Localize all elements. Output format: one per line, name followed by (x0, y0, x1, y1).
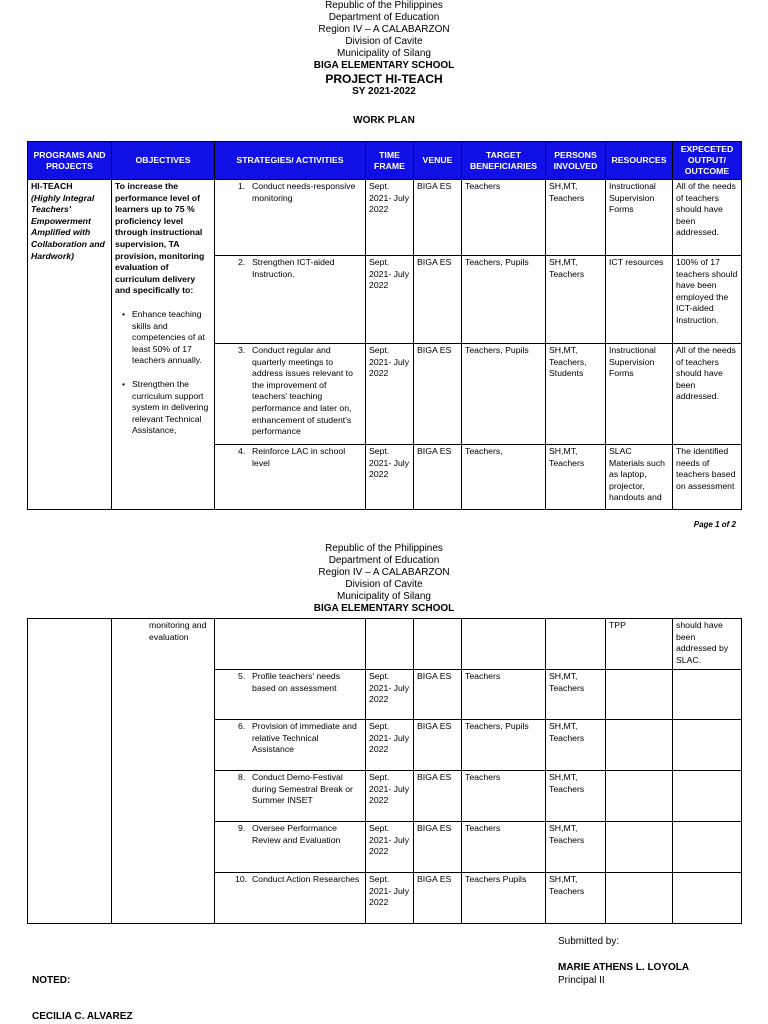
target-cell: Teachers, Pupils (462, 256, 546, 344)
header-department: Department of Education (328, 555, 440, 566)
time-frame-cell: Sept. 2021- July 2022 (366, 256, 414, 344)
time-frame-cell: Sept. 2021- July 2022 (366, 344, 414, 445)
venue-cell: BIGA ES (414, 822, 462, 873)
activity-cell (215, 771, 366, 822)
resources-cell (606, 822, 673, 873)
venue-cell: BIGA ES (414, 873, 462, 924)
time-frame-cell (366, 619, 414, 670)
activity-cell (215, 873, 366, 924)
target-cell: Teachers Pupils (462, 873, 546, 924)
activity-text: Profile teachers' needs based on assessment (252, 671, 341, 693)
venue-cell: BIGA ES (414, 771, 462, 822)
outcome-cell: The identified needs of teachers based on assessment (673, 445, 742, 510)
col-programs: PROGRAMS AND PROJECTS (28, 142, 112, 180)
persons-cell (546, 619, 606, 670)
header-region: Region IV – A CALABARZON (318, 567, 450, 578)
venue-cell: BIGA ES (414, 344, 462, 445)
noted-label: NOTED: (32, 975, 71, 986)
time-frame-cell: Sept. 2021- July 2022 (366, 822, 414, 873)
activity-cell (215, 670, 366, 720)
table-row (28, 180, 742, 256)
resources-cell (606, 670, 673, 720)
col-venue: VENUE (414, 142, 462, 180)
target-cell: Teachers, (462, 445, 546, 510)
target-cell: Teachers (462, 670, 546, 720)
header-municipality: Municipality of Silang (337, 48, 431, 59)
outcome-cell (673, 720, 742, 771)
venue-cell: BIGA ES (414, 256, 462, 344)
col-outcome: EXPECETED OUTPUT/ OUTCOME (673, 142, 742, 180)
objective-bullet-2-text: Strengthen the curriculum support system in delivering relevant Technical Assistance, (132, 378, 209, 436)
page2-header (0, 543, 768, 615)
persons-cell: SH,MT, Teachers (546, 771, 606, 822)
program-description: (Highly Integral Teachers' Empowerment Amplified with Collaboration and Hardwork) (31, 192, 105, 261)
page-number: Page 1 of 2 (693, 520, 736, 529)
persons-cell: SH,MT, Teachers (546, 873, 606, 924)
persons-cell: SH,MT, Teachers, Students (546, 344, 606, 445)
resources-cell: SLAC Materials such as laptop, projector, handouts and (606, 445, 673, 510)
venue-cell: BIGA ES (414, 445, 462, 510)
activity-cell (215, 720, 366, 771)
resources-cell: TPP (606, 619, 673, 670)
page1-header (0, 0, 768, 98)
outcome-cell (673, 670, 742, 720)
objective-bullet-2: • Strengthen the curriculum support system in delivering relevant Technical Assistance, (122, 378, 209, 436)
persons-cell: SH,MT, Teachers (546, 822, 606, 873)
time-frame-cell: Sept. 2021- July 2022 (366, 180, 414, 256)
activity-text: Strengthen ICT-aided Instruction. (252, 257, 335, 279)
header-division: Division of Cavite (345, 36, 423, 47)
objective-bullet-1-text: Enhance teaching skills and competencies of at least 50% of 17 teachers annually. (132, 308, 205, 366)
program-title: HI-TEACH (31, 181, 73, 191)
venue-cell: BIGA ES (414, 670, 462, 720)
persons-cell: SH,MT, Teachers (546, 445, 606, 510)
header-republic: Republic of the Philippines (325, 543, 443, 554)
outcome-cell (673, 873, 742, 924)
activity-cell (215, 445, 366, 510)
target-cell: Teachers, Pupils (462, 344, 546, 445)
activity-number: 1. (238, 181, 246, 191)
time-frame-cell: Sept. 2021- July 2022 (366, 720, 414, 771)
activity-cell (215, 822, 366, 873)
resources-cell (606, 720, 673, 771)
objective-bullet-1: • Enhance teaching skills and competencies of at least 50% of 17 teachers annually. (122, 308, 205, 366)
work-plan-title: WORK PLAN (353, 115, 415, 126)
activity-cell (215, 344, 366, 445)
resources-cell: ICT resources (606, 256, 673, 344)
signer-name: MARIE ATHENS L. LOYOLA (558, 962, 690, 973)
resources-cell (606, 873, 673, 924)
objective-main: To increase the performance level of learners up to 75 % proficiency level through instructional supervision, TA provision, monitoring evaluation of curriculum delivery and specifically to: (115, 181, 205, 296)
col-objectives: OBJECTIVES (112, 142, 215, 180)
outcome-cell: 100% of 17 teachers should have been employed the ICT-aided Instruction. (673, 256, 742, 344)
outcome-cell: All of the needs of teachers should have been addressed. (673, 344, 742, 445)
signer-title: Principal II (558, 975, 605, 986)
header-project: PROJECT HI-TEACH (325, 72, 443, 86)
header-republic: Republic of the Philippines (325, 0, 443, 11)
col-resources: RESOURCES (606, 142, 673, 180)
outcome-cell: All of the needs of teachers should have been addressed. (673, 180, 742, 256)
time-frame-cell: Sept. 2021- July 2022 (366, 670, 414, 720)
target-cell (462, 619, 546, 670)
submitted-by-label: Submitted by: (558, 936, 620, 947)
activity-number: 6. (238, 721, 246, 731)
activity-cell (215, 619, 366, 670)
time-frame-cell: Sept. 2021- July 2022 (366, 873, 414, 924)
header-region: Region IV – A CALABARZON (318, 24, 450, 35)
activity-text: Conduct Action Researches (252, 874, 360, 884)
time-frame-cell: Sept. 2021- July 2022 (366, 771, 414, 822)
activity-text: Oversee Performance Review and Evaluation (252, 823, 341, 845)
resources-cell: Instructional Supervision Forms (606, 344, 673, 445)
header-division: Division of Cavite (345, 579, 423, 590)
activity-number: 2. (238, 257, 246, 267)
target-cell: Teachers (462, 822, 546, 873)
col-time-frame: TIME FRAME (366, 142, 414, 180)
program-cell (28, 180, 112, 510)
target-cell: Teachers, Pupils (462, 720, 546, 771)
activity-text: Conduct regular and quarterly meetings to address issues relevant to the improvement of teachers' teaching performance and later on, enhancement of student's performance (252, 345, 353, 437)
activity-number: 10. (235, 874, 248, 884)
activity-text: Provision of immediate and relative Technical Assistance (252, 721, 357, 755)
persons-cell: SH,MT, Teachers (546, 256, 606, 344)
activity-text: Conduct Demo-Festival during Semestral Break or Summer INSET (252, 772, 353, 806)
persons-cell: SH,MT, Teachers (546, 720, 606, 771)
activity-cell (215, 256, 366, 344)
objectives-cell-continued (112, 619, 215, 924)
activity-number: 8. (238, 772, 246, 782)
col-target: TARGET BENEFICIARIES (462, 142, 546, 180)
program-cell-continued (28, 619, 112, 924)
activity-cell (215, 180, 366, 256)
activity-text: Conduct needs-responsive monitoring (252, 181, 356, 203)
objective-continued: monitoring and evaluation (149, 620, 207, 642)
objectives-cell (112, 180, 215, 510)
col-strategies: STRATEGIES/ ACTIVITIES (215, 142, 366, 180)
resources-cell (606, 771, 673, 822)
header-department: Department of Education (328, 12, 440, 23)
activity-text: Reinforce LAC in school level (252, 446, 346, 468)
activity-number: 5. (238, 671, 246, 681)
header-school: BIGA ELEMENTARY SCHOOL (313, 603, 455, 614)
activity-number: 3. (238, 345, 246, 355)
noter-name: CECILIA C. ALVAREZ (32, 1011, 133, 1022)
venue-cell: BIGA ES (414, 720, 462, 771)
work-plan-table-page1 (27, 141, 742, 510)
table-header-row (28, 142, 742, 180)
persons-cell: SH,MT, Teachers (546, 180, 606, 256)
work-plan-table-page2 (27, 618, 742, 924)
venue-cell (414, 619, 462, 670)
outcome-cell: should have been addressed by SLAC. (673, 619, 742, 670)
activity-number: 4. (238, 446, 246, 456)
header-school-year: SY 2021-2022 (352, 86, 416, 97)
header-school: BIGA ELEMENTARY SCHOOL (313, 60, 455, 71)
activity-number: 9. (238, 823, 246, 833)
col-persons: PERSONS INVOLVED (546, 142, 606, 180)
venue-cell: BIGA ES (414, 180, 462, 256)
outcome-cell (673, 822, 742, 873)
target-cell: Teachers (462, 771, 546, 822)
persons-cell: SH,MT, Teachers (546, 670, 606, 720)
time-frame-cell: Sept. 2021- July 2022 (366, 445, 414, 510)
work-plan-title-wrap (0, 115, 768, 127)
table-row (28, 619, 742, 670)
resources-cell: Instructional Supervision Forms (606, 180, 673, 256)
outcome-cell (673, 771, 742, 822)
target-cell: Teachers (462, 180, 546, 256)
header-municipality: Municipality of Silang (337, 591, 431, 602)
